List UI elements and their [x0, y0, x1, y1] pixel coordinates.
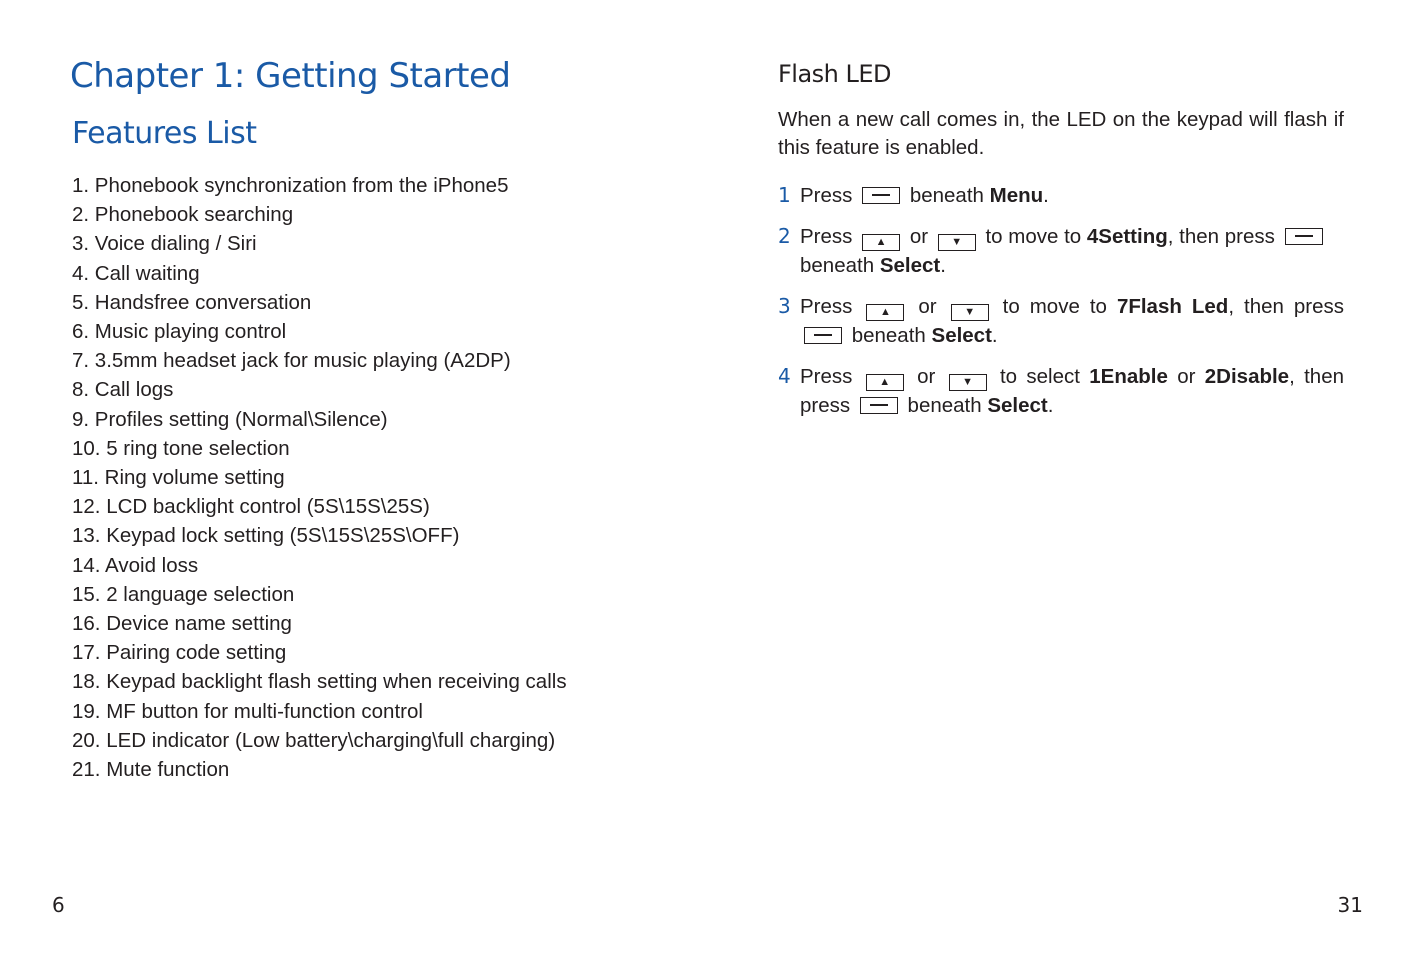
step-text: or [1177, 365, 1196, 388]
list-item: 14. Avoid loss [72, 553, 199, 577]
step-number: 4 [778, 364, 791, 388]
soft-key-icon [1285, 228, 1323, 245]
step-text: beneath [909, 184, 984, 207]
step-line [800, 321, 1344, 350]
list-item: 20. LED indicator (Low battery\charging\full charging) [72, 728, 556, 752]
list-item: 15. 2 language selection [72, 582, 295, 606]
step-text: to move to [985, 225, 1082, 248]
step-number: 3 [778, 294, 791, 318]
page-number-left: 6 [52, 893, 65, 917]
step-4 [778, 362, 1344, 420]
step-text: or [917, 365, 936, 388]
list-item: 10. 5 ring tone selection [72, 436, 290, 460]
steps-list [778, 181, 1344, 420]
list-item: 4. Call waiting [72, 261, 200, 285]
list-item: 11. Ring volume setting [72, 466, 285, 490]
up-arrow-key-icon: ▲ [862, 234, 900, 251]
step-target: Select [987, 394, 1048, 417]
list-item: 8. Call logs [72, 378, 174, 402]
step-text: beneath [800, 254, 875, 277]
list-item: 9. Profiles setting (Normal\Silence) [72, 407, 388, 431]
step-2 [778, 222, 1344, 280]
list-item: 12. LCD backlight control (5S\15S\25S) [72, 495, 430, 519]
list-item: 16. Device name setting [72, 612, 292, 636]
page-number-right: 31 [1337, 893, 1363, 917]
step-target: Select [931, 324, 992, 347]
list-item: 17. Pairing code setting [72, 641, 287, 665]
step-text: Press [800, 295, 853, 318]
list-item: 7. 3.5mm headset jack for music playing (A2DP) [72, 349, 511, 373]
step-line [800, 391, 1344, 420]
list-item: 19. MF button for multi-function control [72, 699, 423, 723]
step-text: press [800, 394, 851, 417]
up-arrow-key-icon: ▲ [866, 304, 904, 321]
features-list [72, 171, 567, 784]
step-number: 2 [778, 224, 791, 248]
chapter-title: Chapter 1: Getting Started [70, 56, 511, 96]
step-number: 1 [778, 183, 791, 207]
up-arrow-key-icon: ▲ [866, 374, 904, 391]
step-text: beneath [907, 394, 982, 417]
soft-key-icon [804, 327, 842, 344]
section-title: Features List [72, 116, 257, 151]
step-text: beneath [851, 324, 926, 347]
down-arrow-key-icon: ▼ [951, 304, 989, 321]
list-item: 6. Music playing control [72, 320, 287, 344]
down-arrow-key-icon: ▼ [938, 234, 976, 251]
step-text: or [918, 295, 937, 318]
step-text: . [991, 324, 998, 347]
flash-led-title: Flash LED [778, 60, 892, 88]
step-text: to select [999, 365, 1080, 388]
list-item: 21. Mute function [72, 758, 230, 782]
down-arrow-key-icon: ▼ [949, 374, 987, 391]
step-text: or [909, 225, 929, 248]
left-page [0, 0, 706, 954]
flash-led-intro: When a new call comes in, the LED on the keypad will flash if this feature is enabled. [778, 108, 1344, 159]
step-1 [778, 181, 1344, 210]
list-item: 2. Phonebook searching [72, 203, 294, 227]
step-text: Press [800, 225, 853, 248]
step-text: Press [800, 365, 853, 388]
step-target: Select [879, 254, 941, 277]
list-item: 5. Handsfree conversation [72, 290, 312, 314]
list-item: 3. Voice dialing / Siri [72, 232, 257, 256]
step-text: Press [800, 184, 853, 207]
right-page [706, 0, 1413, 954]
step-3 [778, 292, 1344, 350]
step-target: 4Setting [1086, 225, 1168, 248]
step-text: . [1047, 394, 1054, 417]
list-item: 1. Phonebook synchronization from the iPhone5 [72, 174, 509, 197]
step-target: 1Enable [1089, 365, 1168, 388]
list-item: 13. Keypad lock setting (5S\15S\25S\OFF) [72, 524, 460, 548]
soft-key-icon [860, 397, 898, 414]
step-text: . [1043, 184, 1049, 207]
step-target: 7Flash Led [1116, 295, 1229, 318]
step-text: , then press [1228, 295, 1345, 318]
step-target: 2Disable [1204, 365, 1290, 388]
step-text: , then press [1167, 225, 1275, 248]
soft-key-icon [862, 187, 900, 204]
step-text: , then [1289, 365, 1345, 388]
list-item: 18. Keypad backlight flash setting when receiving calls [72, 670, 567, 694]
step-text: . [940, 254, 946, 277]
step-target: Menu [989, 184, 1044, 207]
step-text: to move to [1002, 295, 1107, 318]
